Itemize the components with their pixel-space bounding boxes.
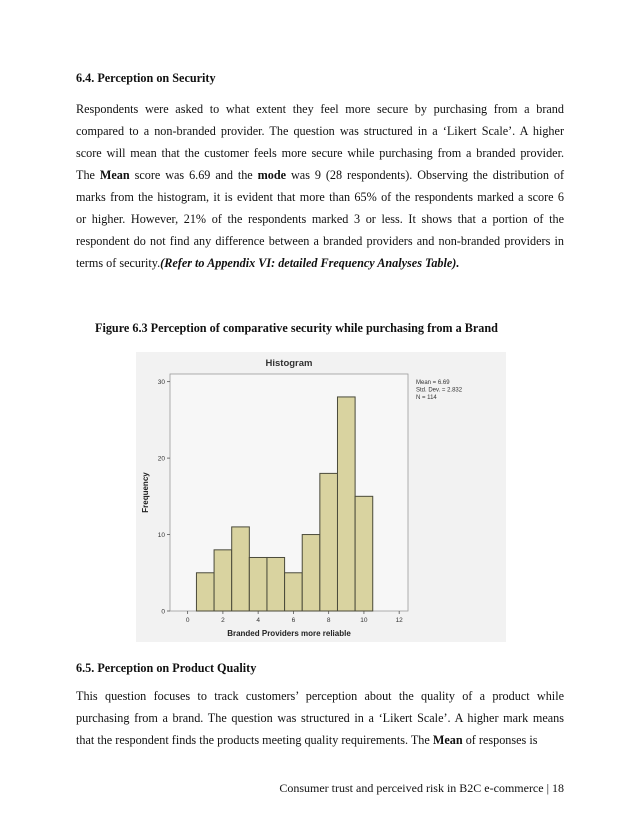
histogram-bar	[214, 550, 232, 611]
paragraph-line: This question focuses to track customers’ perception about the quality of a product while	[76, 689, 564, 703]
histogram-bar	[355, 496, 373, 611]
x-tick-label: 12	[395, 617, 403, 624]
paragraph-line: terms of security.(Refer to Appendix VI: detailed Frequency Analyses Table).	[76, 256, 460, 270]
y-axis-label: Frequency	[141, 472, 150, 513]
section-heading-security: 6.4. Perception on Security	[76, 71, 216, 85]
figure-caption: Figure 6.3 Perception of comparative security while purchasing from a Brand	[95, 321, 498, 335]
y-tick-label: 20	[157, 455, 165, 463]
y-tick-label: 30	[157, 379, 165, 387]
x-tick-label: 8	[326, 617, 331, 624]
histogram-bar	[232, 527, 250, 611]
paragraph-line: Respondents were asked to what extent they feel more secure by purchasing from a brand	[76, 102, 564, 116]
paragraph-line: marks from the histogram, it is evident that more than 65% of the respondents marked a score 6	[76, 190, 564, 204]
histogram-bar	[337, 397, 355, 611]
histogram-bar	[196, 573, 214, 611]
stats-legend-line: Mean = 6.69	[416, 380, 450, 386]
x-tick-label: 0	[185, 617, 190, 624]
section-heading-product-quality: 6.5. Perception on Product Quality	[76, 661, 257, 675]
chart-title: Histogram	[265, 358, 313, 369]
histogram-bar	[320, 473, 338, 611]
histogram-figure	[136, 352, 506, 642]
y-tick-label: 0	[161, 608, 165, 616]
paragraph-line: score will mean that the customer feels more secure while purchasing from a branded provider.	[76, 146, 564, 160]
x-tick-label: 4	[256, 617, 260, 624]
histogram-bar	[285, 573, 303, 611]
page-footer: Consumer trust and perceived risk in B2C e-commerce | 18	[279, 781, 564, 795]
histogram-bar	[267, 557, 285, 611]
security-paragraph	[76, 98, 564, 274]
histogram-chart	[136, 352, 506, 642]
paragraph-line: purchasing from a brand. The question was structured in a ‘Likert Scale’. A higher mark means	[76, 711, 564, 725]
paragraph-line: that the respondent finds the products meeting quality requirements. The Mean of responses is	[76, 733, 538, 747]
histogram-bar	[249, 557, 267, 611]
histogram-bar	[302, 535, 320, 611]
x-tick-label: 6	[291, 617, 296, 624]
x-axis-label: Branded Providers more reliable	[227, 629, 351, 638]
x-tick-label: 10	[360, 617, 368, 624]
paragraph-line: compared to a non-branded provider. The question was structured in a ‘Likert Scale’. A higher	[76, 124, 564, 138]
product-quality-paragraph	[76, 685, 564, 751]
paragraph-line: or higher. However, 21% of the respondents marked 3 or less. It shows that a portion of the	[76, 212, 564, 226]
y-tick-label: 10	[157, 532, 165, 540]
paragraph-line: respondent do not find any difference between a branded providers and non-branded providers in	[76, 234, 564, 248]
paragraph-line: The Mean score was 6.69 and the mode was 9 (28 respondents). Observing the distribution of	[76, 168, 565, 182]
x-tick-label: 2	[221, 617, 225, 624]
stats-legend-line: Std. Dev. = 2.832	[416, 387, 463, 394]
stats-legend-line: N = 114	[416, 395, 437, 401]
